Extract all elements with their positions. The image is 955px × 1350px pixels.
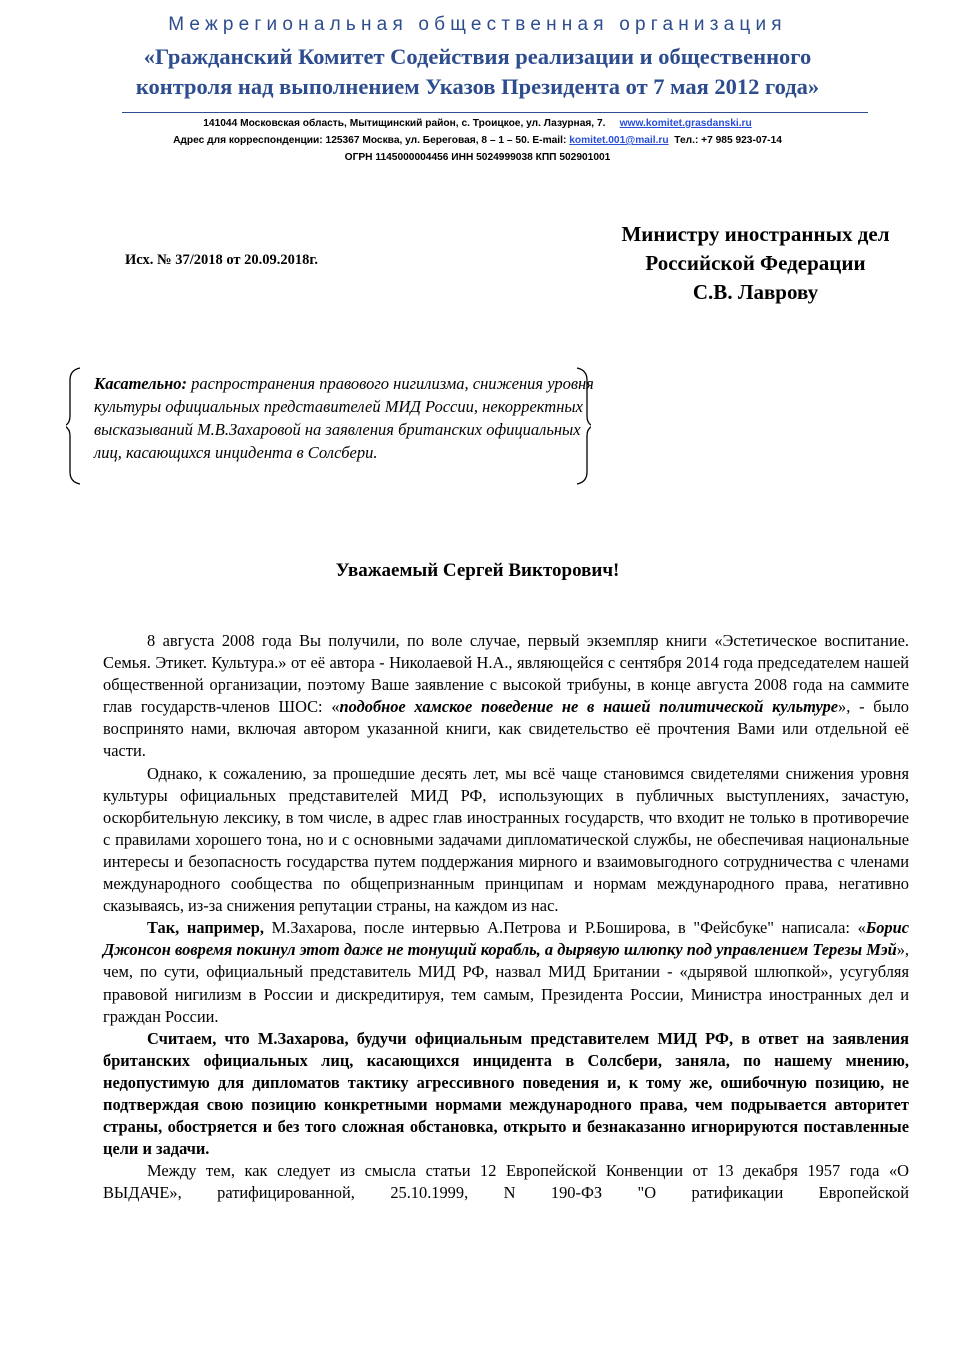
recipient-name: С.В. Лаврову	[692, 280, 819, 304]
header-divider	[122, 112, 868, 113]
paragraph-1-text-end: », - было воспринято нами, включая автором указанной книги, как свидетельство её прочтения Вами или отдельной её части.	[103, 697, 909, 761]
subject-text	[94, 372, 594, 464]
paragraph-2: Однако, к сожалению, за прошедшие десять лет, мы всё чаще становимся свидетелями снижения уровня культуры официальных представителей МИД РФ, использующих в публичных выступлениях, зачастую, оскорбительную лексику, в том числе, в адрес глав иностранных государств, что входит не только в противоречие с правилами хорошего тона, но и с основными задачами дипломатической службы, не обеспечивая национальные интересы и безопасность государства путем поддержания мирного и взаимовыгодного сотрудничества с членами международного сообщества по общепризнанным принципам и нормам международного права, негативно сказываясь, из-за снижения репутации страны, на каждом из нас.	[103, 763, 909, 916]
subject-body: распространения правового нигилизма, снижения уровня культуры официальных представителей МИД России, некорректных высказываний М.В.Захаровой на заявления британских официальных лиц, касающихся инцидента в Солсбери.	[94, 374, 594, 462]
paragraph-3-lead: Так, например,	[147, 918, 265, 938]
phone-number: Тел.: +7 985 923-07-14	[674, 135, 782, 146]
organization-name-line-2: контроля над выполнением Указов Президента от 7 мая 2012 года»	[135, 74, 820, 99]
organization-name-line-1: «Гражданский Комитет Содействия реализации и общественного	[143, 44, 812, 69]
recipient-country: Российской Федерации	[645, 251, 866, 275]
paragraph-3	[103, 917, 909, 1027]
correspondence-line	[0, 134, 955, 147]
paragraph-3-text: М.Захарова, после интервью А.Петрова и Р.Боширова, в "Фейсбуке" написала: «	[264, 918, 866, 938]
organization-name	[0, 42, 955, 102]
correspondence-address: Адрес для корреспонденции: 125367 Москва, ул. Береговая, 8 – 1 – 50. E-mail:	[173, 135, 567, 146]
outgoing-reference: Исх. № 37/2018 от 20.09.2018г.	[125, 252, 319, 268]
paragraph-1	[103, 630, 909, 763]
legal-address: 141044 Московская область, Мытищинский район, с. Троицкое, ул. Лазурная, 7.	[203, 118, 606, 129]
recipient-title: Министру иностранных дел	[621, 222, 890, 246]
greeting: Уважаемый Сергей Викторович!	[335, 560, 620, 581]
website-link[interactable]: www.komitet.grasdanski.ru	[619, 118, 752, 129]
paragraph-3-quote: Борис Джонсон вовремя покинул этот даже не тонущий корабль, а дырявую шлюпку под управлением Терезы Мэй	[103, 918, 909, 960]
paragraph-4: Считаем, что М.Захарова, будучи официальным представителем МИД РФ, в ответ на заявления британских официальных лиц, касающихся инцидента в Солсбери, заняла, по нашему мнению, недопустимую для дипломатов тактику агрессивного поведения и, к тому же, ошибочную позицию, не подтверждая свою позицию конкретными нормами международного права, чем подрывается авторитет страны, обостряется и без того сложная обстановка, открыто и безнаказанно игнорируются поставленные цели и задачи.	[103, 1028, 909, 1159]
paragraph-5: Между тем, как следует из смысла статьи 12 Европейской Конвенции от 13 декабря 1957 года «О ВЫДАЧЕ», ратифицированной, 25.10.1999, N 190-ФЗ "О ратификации Европейской	[103, 1161, 909, 1203]
recipient-block	[598, 220, 913, 307]
registration-numbers: ОГРН 1145000004456 ИНН 5024999038 КПП 502901001	[344, 152, 611, 163]
subject-label: Касательно:	[94, 374, 188, 393]
letter-body	[103, 630, 909, 1204]
address-line	[0, 117, 955, 130]
paragraph-3-text-end: », чем, по сути, официальный представитель МИД РФ, назвал МИД Британии - «дырявой шлюпкой», усугубляя правовой нигилизм в России и дискредитируя, тем самым, Президента России, Министра иностранных дел и граждан России.	[103, 940, 909, 1026]
paragraph-1-text: 8 августа 2008 года Вы получили, по воле случае, первый экземпляр книги «Эстетическое воспитание. Семья. Этикет. Культура.» от её автора - Николаевой Н.А., являющейся с сентября 2014 года председателем нашей общественной организации, поэтому Ваше заявление с высокой трибуны, в конце августа 2008 года на саммите глав государств-членов ШОС: «	[103, 631, 909, 717]
organization-type: Межрегиональная общественная организация	[168, 14, 787, 35]
email-link[interactable]: komitet.001@mail.ru	[569, 135, 669, 146]
paragraph-1-quote: подобное хамское поведение не в нашей политической культуре	[339, 697, 839, 717]
